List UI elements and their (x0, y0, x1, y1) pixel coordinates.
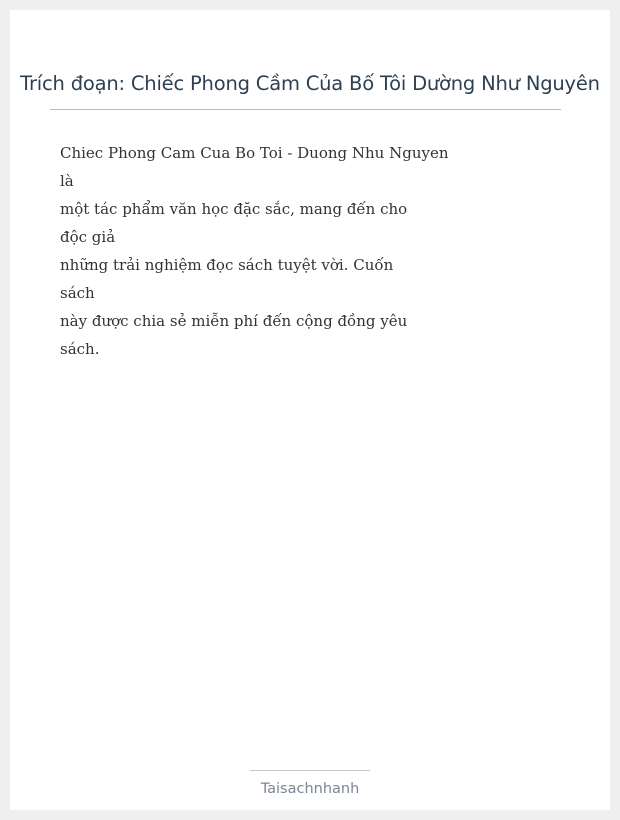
footer-site-name: Taisachnhanh (260, 781, 360, 797)
excerpt-body (60, 139, 449, 363)
body-line: sách (60, 284, 95, 302)
title-divider (50, 109, 561, 110)
body-line: sách. (60, 340, 100, 358)
body-line: là (60, 172, 74, 190)
body-line: một tác phẩm văn học đặc sắc, mang đến cho (60, 200, 408, 218)
body-line: những trải nghiệm đọc sách tuyệt vời. Cuốn (60, 256, 394, 274)
body-line: độc giả (60, 228, 116, 246)
document-page (10, 10, 610, 810)
body-line: này được chia sẻ miễn phí đến cộng đồng yêu (60, 312, 408, 330)
body-line: Chiec Phong Cam Cua Bo Toi - Duong Nhu Nguyen (60, 144, 449, 162)
footer-divider (250, 770, 370, 771)
page-title: Trích đoạn: Chiếc Phong Cầm Của Bố Tôi Dường Như Nguyên (20, 72, 600, 95)
